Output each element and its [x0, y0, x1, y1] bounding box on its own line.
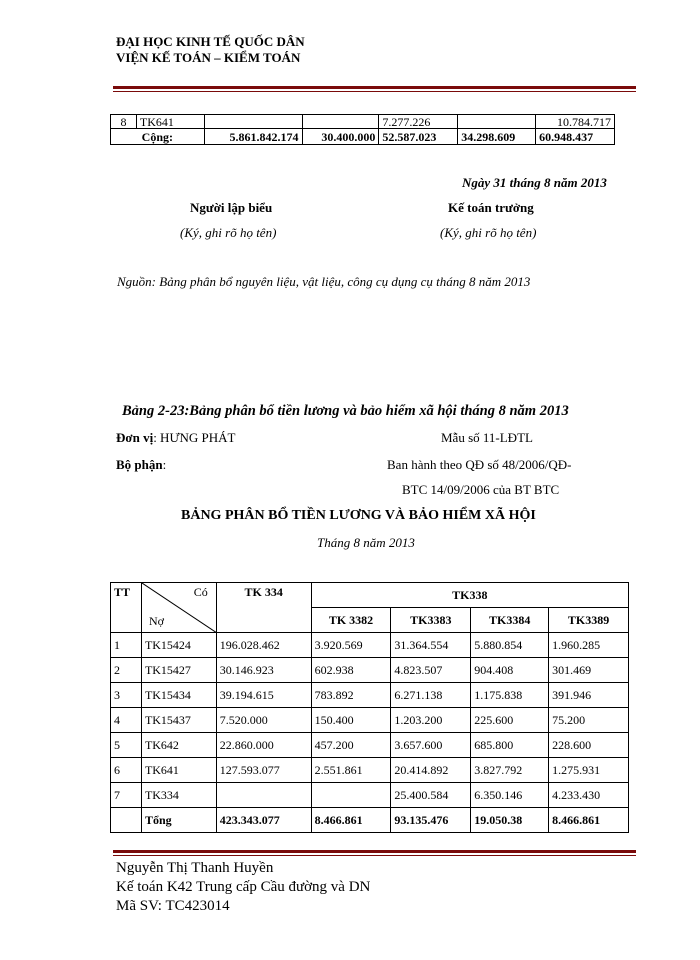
footer-rule-thick	[113, 850, 636, 853]
debit-label: Nợ	[148, 614, 164, 628]
footer-rule-thin	[113, 855, 636, 856]
col-tk3384-header: TK3384	[471, 608, 549, 633]
report-date: Ngày 31 tháng 8 năm 2013	[462, 175, 607, 190]
col-tt-header: TT	[111, 583, 142, 633]
salary-allocation-table	[110, 582, 629, 833]
table-subtitle: Tháng 8 năm 2013	[317, 535, 415, 550]
author-class: Kế toán K42 Trung cấp Cầu đường và DN	[116, 879, 371, 895]
col-tk338-header: TK338	[311, 583, 628, 608]
table-caption: Bảng 2-23:Bảng phân bổ tiền lương và bảo hiểm xã hội tháng 8 năm 2013	[122, 403, 569, 419]
col-tk3389-header: TK3389	[549, 608, 629, 633]
unit-line: Đơn vị: HƯNG PHÁT	[116, 430, 236, 445]
issued-by-line2: BTC 14/09/2006 của BT BTC	[402, 482, 560, 497]
col-tk3383-header: TK3383	[391, 608, 471, 633]
header-institute: VIỆN KẾ TOÁN – KIỂM TOÁN	[116, 50, 301, 65]
table-row: 7 TK334 25.400.584 6.350.146 4.233.430	[111, 783, 629, 808]
form-number: Mẫu số 11-LĐTL	[441, 430, 533, 445]
continued-table	[110, 114, 615, 145]
table-row: 6 TK641 127.593.077 2.551.861 20.414.892 3.827.792 1.275.931	[111, 758, 629, 783]
header-rule-thick	[113, 86, 636, 89]
table-total-row: Tổng 423.343.077 8.466.861 93.135.476 19.050.38 8.466.861	[111, 808, 629, 833]
source-note: Nguồn: Bảng phân bổ nguyên liệu, vật liệu, công cụ dụng cụ tháng 8 năm 2013	[117, 274, 531, 289]
credit-label: Có	[193, 585, 208, 599]
preparer-note: (Ký, ghi rõ họ tên)	[180, 225, 277, 240]
department-line: Bộ phận:	[116, 457, 167, 472]
header-rule-thin	[113, 91, 636, 92]
chief-accountant-note: (Ký, ghi rõ họ tên)	[440, 225, 537, 240]
table-title: BẢNG PHÂN BỔ TIỀN LƯƠNG VÀ BẢO HIỂM XÃ HỘI	[181, 508, 536, 523]
preparer-title: Người lập biểu	[190, 200, 273, 215]
col-tk334-header: TK 334	[216, 583, 311, 633]
issued-by-line1: Ban hành theo QĐ số 48/2006/QĐ-	[387, 457, 572, 472]
table-header-row	[111, 583, 629, 608]
author-name: Nguyễn Thị Thanh Huyền	[116, 860, 274, 876]
table-row: 3 TK15434 39.194.615 783.892 6.271.138 1.175.838 391.946	[111, 683, 629, 708]
chief-accountant-title: Kế toán trưởng	[448, 200, 534, 215]
table-row: 4 TK15437 7.520.000 150.400 1.203.200 225.600 75.200	[111, 708, 629, 733]
author-student-id: Mã SV: TC423014	[116, 898, 230, 914]
table-row: 8 TK641 7.277.226 10.784.717	[111, 115, 615, 129]
col-account-header	[141, 583, 216, 633]
table-row: 1 TK15424 196.028.462 3.920.569 31.364.554 5.880.854 1.960.285	[111, 633, 629, 658]
table-row: 2 TK15427 30.146.923 602.938 4.823.507 904.408 301.469	[111, 658, 629, 683]
col-tk3382-header: TK 3382	[311, 608, 391, 633]
table-row: 5 TK642 22.860.000 457.200 3.657.600 685.800 228.600	[111, 733, 629, 758]
table-total-row: Cộng: 5.861.842.174 30.400.000 52.587.023 34.298.609 60.948.437	[111, 129, 615, 145]
header-university: ĐẠI HỌC KINH TẾ QUỐC DÂN	[116, 34, 305, 49]
